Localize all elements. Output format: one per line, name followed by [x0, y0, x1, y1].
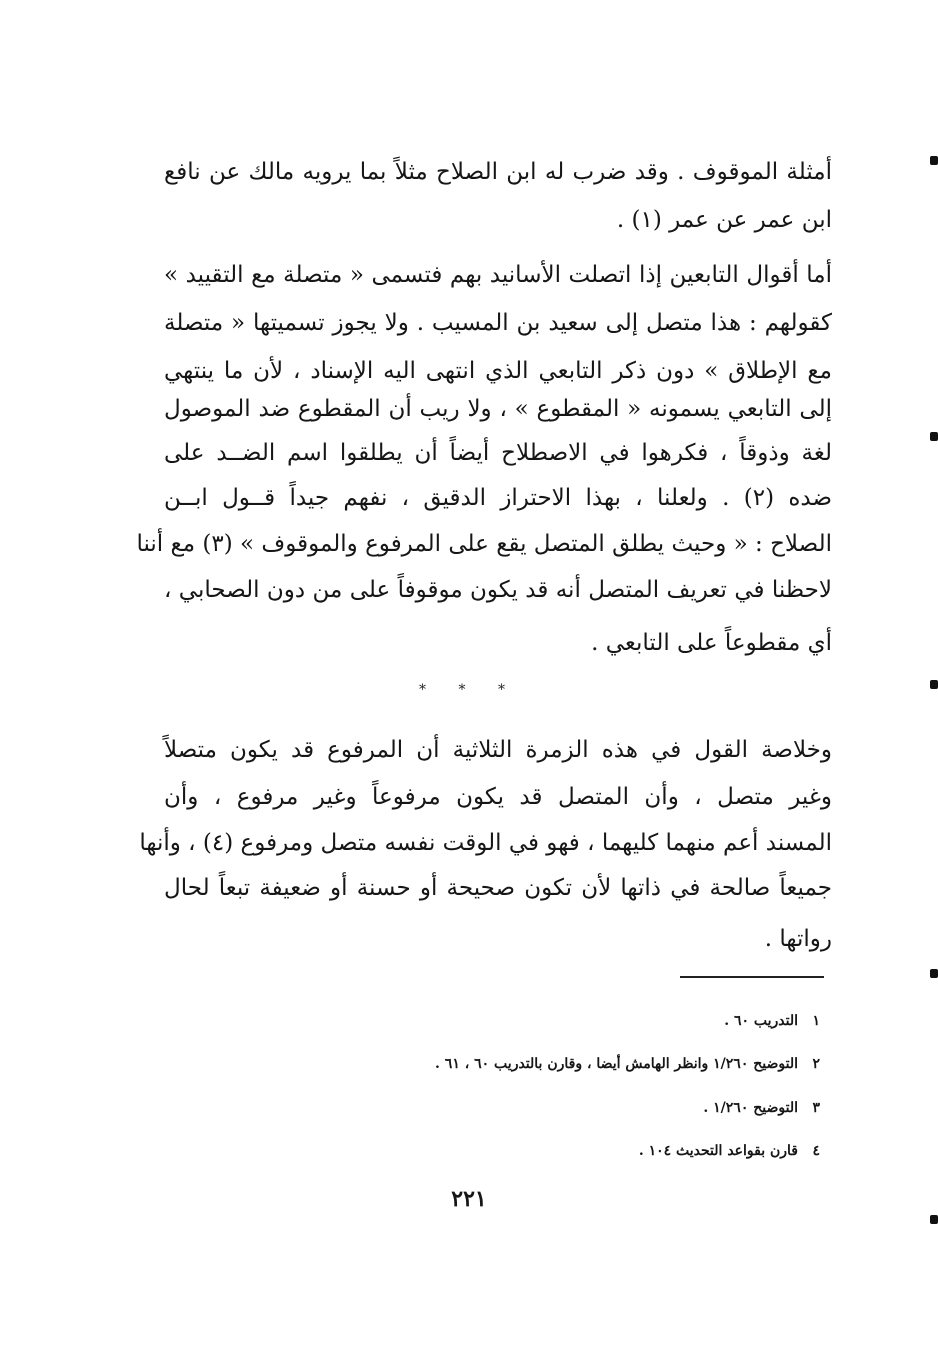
binding-mark — [930, 1215, 938, 1224]
text-line: ابن عمر عن عمر (١) . — [616, 207, 832, 233]
text-line: وغير متصل ، وأن المتصل قد يكون مرفوعاً وغير مرفوع ، وأن — [164, 784, 832, 810]
text-line: أي مقطوعاً على التابعي . — [591, 630, 832, 656]
text-line: ضده (٢) . ولعلنا ، بهذا الاحتراز الدقيق ، نفهم جيداً قــول ابــن — [164, 485, 833, 511]
binding-mark — [930, 156, 938, 165]
text-line: إلى التابعي يسمونه « المقطوع » ، ولا ريب أن المقطوع ضد الموصول — [164, 396, 832, 422]
footnote — [724, 1010, 820, 1032]
footnote-text: التدريب ٦٠ . — [724, 1013, 798, 1029]
text-line: كقولهم : هذا متصل إلى سعيد بن المسيب . ولا يجوز تسميتها « متصلة — [164, 310, 832, 336]
text-line: مع الإطلاق » دون ذكر التابعي الذي انتهى اليه الإسناد ، لأن ما ينتهي — [164, 358, 832, 384]
binding-mark — [930, 680, 938, 689]
text-line: لغة وذوقاً ، فكرهوا في الاصطلاح أيضاً أن يطلقوا اسم الضــد على — [164, 440, 832, 466]
footnote-rule — [680, 976, 824, 978]
footnote — [639, 1140, 820, 1162]
footnote-number: ١ — [812, 1013, 820, 1029]
text-line: أما أقوال التابعين إذا اتصلت الأسانيد بهم فتسمى « متصلة مع التقييد » — [164, 262, 832, 288]
text-line: وخلاصة القول في هذه الزمرة الثلاثية أن المرفوع قد يكون متصلاً — [164, 737, 832, 763]
footnote-text: قارن بقواعد التحديث ١٠٤ . — [638, 1143, 798, 1159]
page-number: ٢٢١ — [451, 1186, 487, 1212]
text-line: لاحظنا في تعريف المتصل أنه قد يكون موقوفاً على من دون الصحابي ، — [164, 577, 832, 603]
section-separator: * * * — [419, 682, 519, 698]
footnote — [435, 1053, 820, 1075]
binding-mark — [930, 432, 938, 441]
footnote-number: ٢ — [812, 1056, 820, 1072]
footnote-text: التوضيح ١/٢٦٠ . — [703, 1100, 798, 1116]
text-line: جميعاً صالحة في ذاتها لأن تكون صحيحة أو حسنة أو ضعيفة تبعاً لحال — [164, 875, 832, 901]
footnote-number: ٣ — [812, 1100, 820, 1116]
text-line: المسند أعم منهما كليهما ، فهو في الوقت نفسه متصل ومرفوع (٤) ، وأنها — [139, 830, 832, 856]
binding-mark — [930, 969, 938, 978]
text-line: أمثلة الموقوف . وقد ضرب له ابن الصلاح مثلاً بما يرويه مالك عن نافع — [164, 159, 832, 185]
footnote-text: التوضيح ١/٢٦٠ وانظر الهامش أيضا ، وقارن بالتدريب ٦٠ ، ٦١ . — [435, 1056, 798, 1072]
text-line: رواتها . — [764, 926, 832, 952]
footnote — [703, 1097, 820, 1119]
text-line: الصلاح : « وحيث يطلق المتصل يقع على المرفوع والموقوف » (٣) مع أننا — [136, 531, 832, 557]
footnote-number: ٤ — [812, 1143, 820, 1159]
